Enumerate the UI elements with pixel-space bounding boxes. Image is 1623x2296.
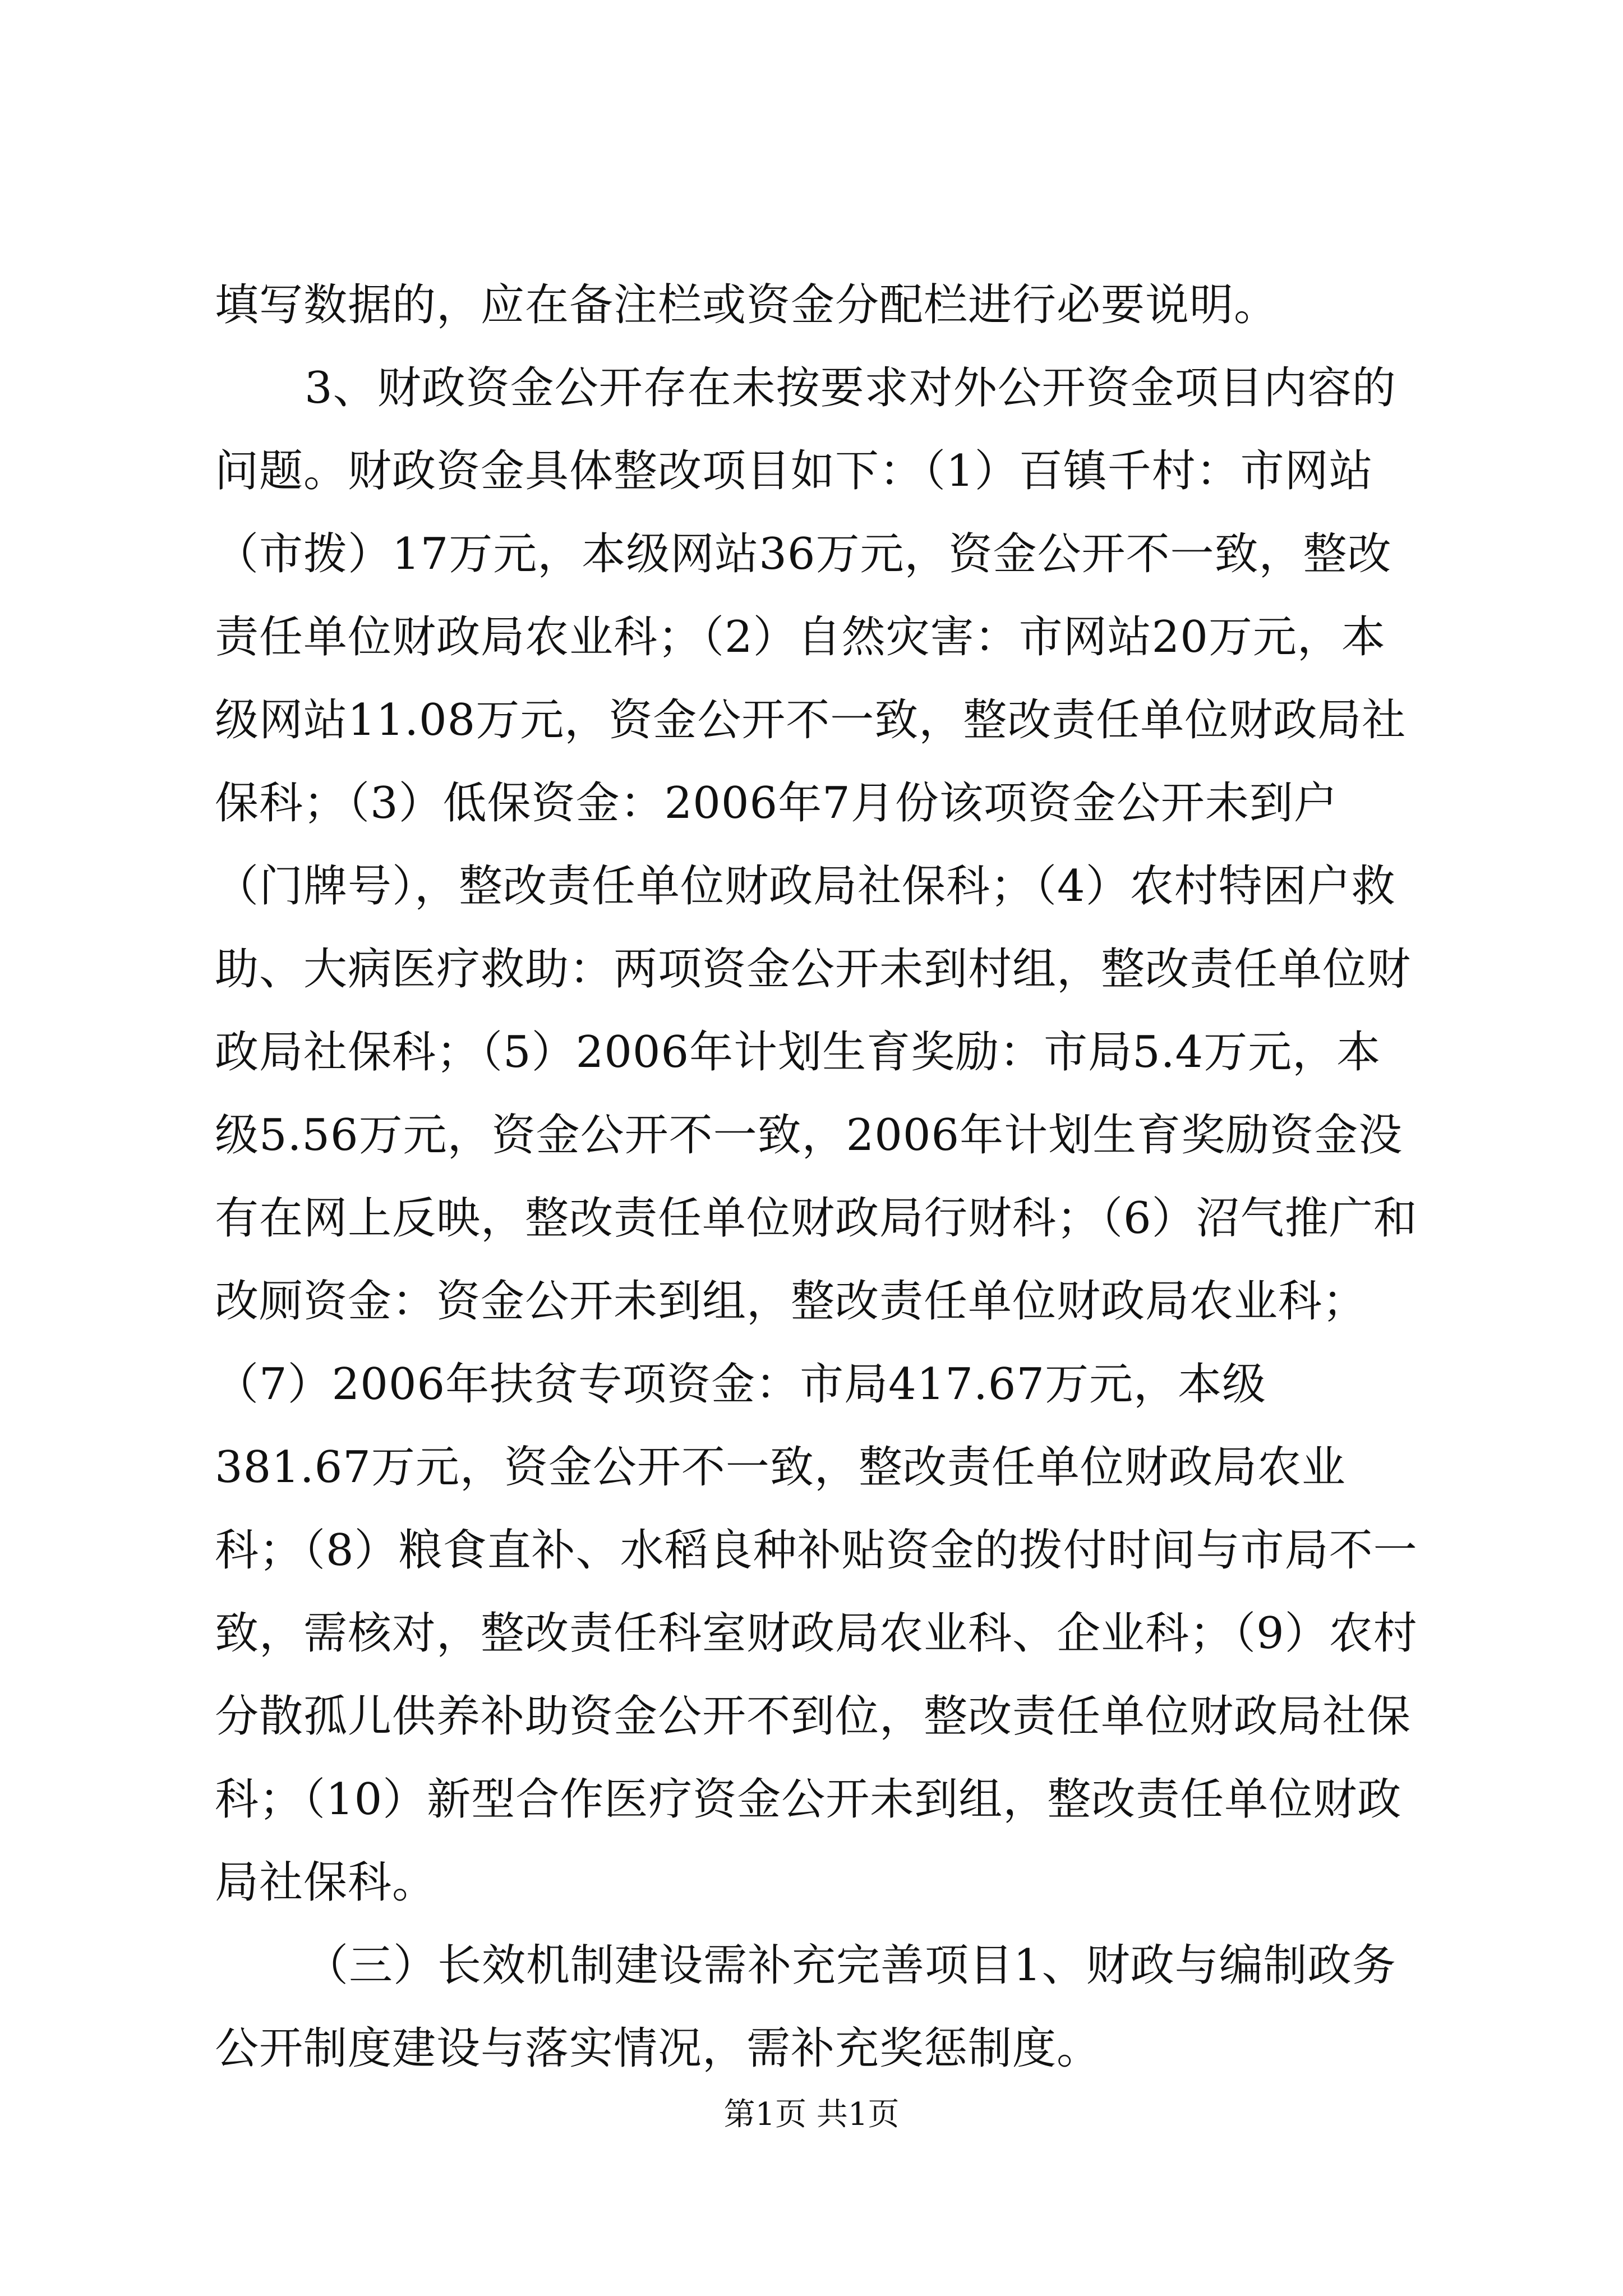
- page-footer: 第1页 共1页: [723, 2096, 900, 2133]
- paragraph-continuation: 填写数据的，应在备注栏或资金分配栏进行必要说明。: [215, 280, 1279, 330]
- document-body: [215, 264, 1421, 2090]
- paragraph-section-3: （三）长效机制建设需补充完善项目1、财政与编制政务公开制度建设与落实情况，需补充奖惩制度。: [215, 1940, 1396, 2074]
- paragraph-item-3: 3、财政资金公开存在未按要求对外公开资金项目内容的问题。财政资金具体整改项目如下：（1）百镇千村：市网站（市拨）17万元，本级网站36万元，资金公开不一致，整改责任单位财政局农业科；（2）自然灾害：市网站20万元，本级网站11.08万元，资金公开不一致，整改责任单位财政局社保科；（3）低保资金：2006年7月份该项资金公开未到户（门牌号），整改责任单位财政局社保科；（4）农村特困户救助、大病医疗救助：两项资金公开未到村组，整改责任单位财政局社保科；（5）2006年计划生育奖励：市局5.4万元，本级5.56万元，资金公开不一致，2006年计划生育奖励资金没有在网上反映，整改责任单位财政局行财科；（6）沼气推广和改厕资金：资金公开未到组，整改责任单位财政局农业科；（7）2006年扶贫专项资金：市局417.67万元，本级381.67万元，资金公开不一致，整改责任单位财政局农业科；（8）粮食直补、水稻良种补贴资金的拨付时间与市局不一致，需核对，整改责任科室财政局农业科、企业科；（9）农村分散孤儿供养补助资金公开不到位，整改责任单位财政局社保科；（10）新型合作医疗资金公开未到组，整改责任单位财政局社保科。: [215, 363, 1418, 1908]
